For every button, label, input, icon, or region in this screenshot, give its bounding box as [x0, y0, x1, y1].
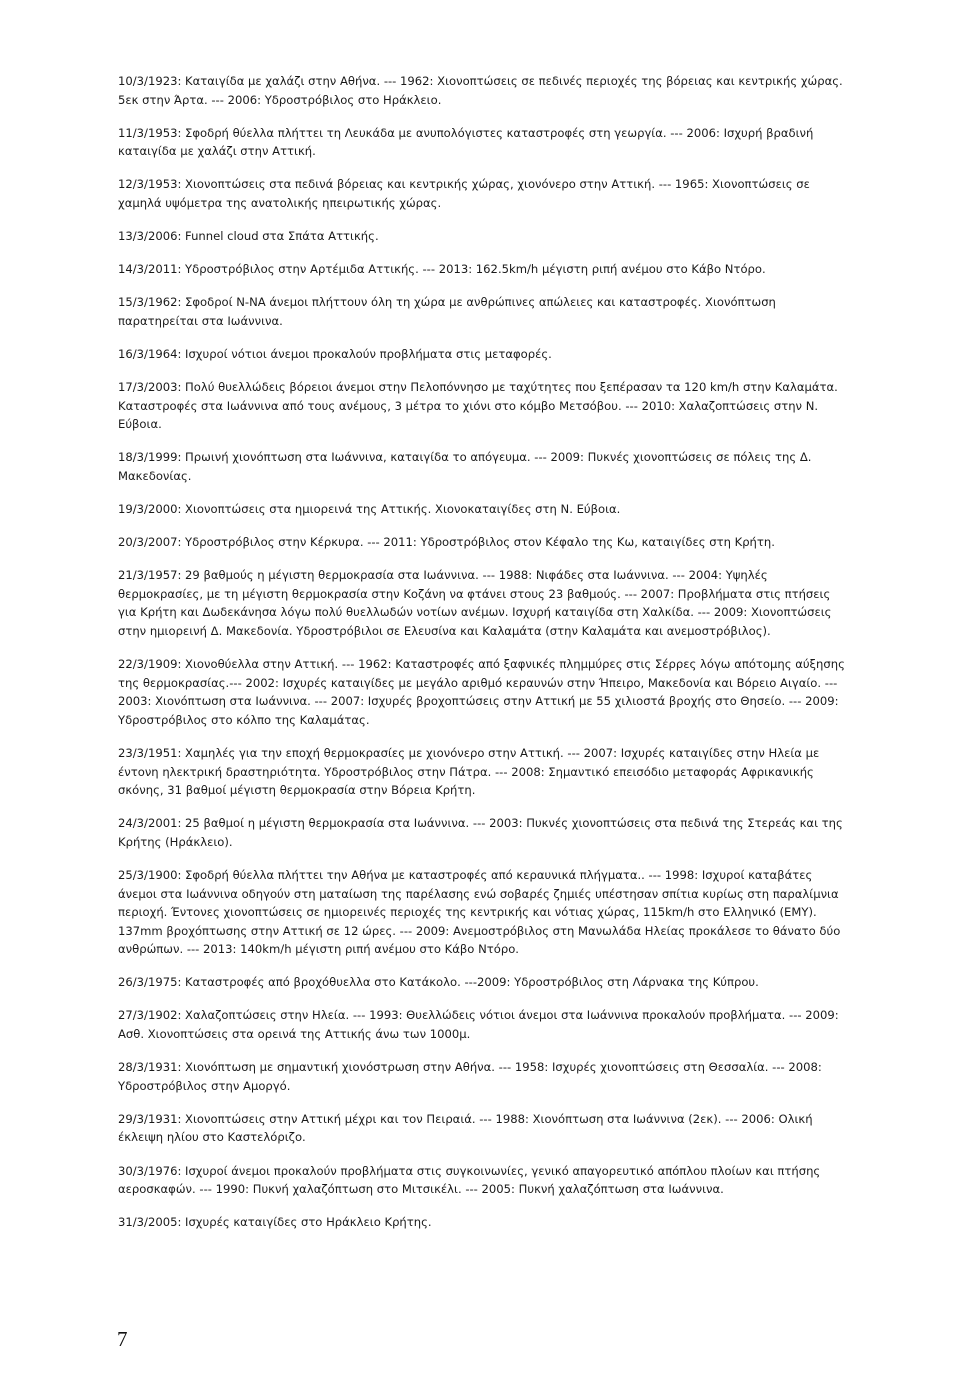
entry-11-march: 11/3/1953: Σφοδρή θύελλα πλήττει τη Λευκάδα με ανυπολόγιστες καταστροφές στη γεωργία. --- 2006: Ισχυρή βραδινή καταιγίδα με χαλάζι στην Αττική. — [118, 125, 814, 159]
entry-18-march: 18/3/1999: Πρωινή χιονόπτωση στα Ιωάννινα, καταιγίδα το απόγευμα. --- 2009: Πυκνές χιονοπτώσεις σε πόλεις της Δ. Μακεδονίας. — [118, 450, 812, 483]
entry-15-march: 15/3/1962: Σφοδροί Ν-ΝΑ άνεμοι πλήττουν όλη τη χώρα με ανθρώπινες απώλειες και καταστροφές. Χιονόπτωση παρατηρείται στα Ιωάννινα. — [118, 295, 776, 328]
entry-26-march: 26/3/1975: Καταστροφές από βροχόθυελλα στο Κατάκολο. ---2009: Υδροστρόβιλος στη Λάρνακα της Κύπρου. — [118, 975, 759, 990]
entry-19-march: 19/3/2000: Χιονοπτώσεις στα ημιορεινά της Αττικής. Χιονοκαταιγίδες στη Ν. Εύβοια. — [118, 502, 621, 516]
entry-28-march: 28/3/1931: Χιονόπτωση με σημαντική χιονόστρωση στην Αθήνα. --- 1958: Ισχυρές χιονοπτώσεις στη Θεσσαλία. --- 2008: Υδροστρόβιλος στην Αμοργό. — [118, 1060, 822, 1093]
entry-22-march: 22/3/1909: Χιονοθύελλα στην Αττική. --- 1962: Καταστροφές από ξαφνικές πλημμύρες στις Σέρρες λόγω απότομης αύξησης της θερμοκρασίας.--- 2002: Ισχυρές καταιγίδες με μεγάλο αριθμό κεραυνών στην Ήπειρο, Μακεδονία και Βόρειο Αιγαίο. --- 2003: Χιονόπτωση στα Ιωάννινα. --- 2007: Ισχυρές βροχοπτώσεις στην Αττική με 55 χιλιοστά βροχής στο Θησείο. --- 2009: Υδροστρόβιλος στο κόλπο της Καλαμάτας. — [118, 657, 845, 727]
page-number: 7 — [117, 1327, 128, 1351]
entry-25-march: 25/3/1900: Σφοδρή θύελλα πλήττει την Αθήνα με καταστροφές από κεραυνικά πλήγματα.. --- 1998: Ισχυροί καταβάτες άνεμοι στα Ιωάννινα οδηγούν στη ματαίωση της παρέλασης ενώ σοβαρές ζημιές υπέστησαν σπίτια κυρίως στη παραλίμνια περιοχή. Έντονες χιονοπτώσεις σε ημιορεινές περιοχές της κεντρικής και νότιας χώρας, 115km/h στο Ελληνικό (ΕΜΥ). 137mm βροχόπτωσης στην Αττική σε 12 ώρες. --- 2009: Ανεμοστρόβιλος στη Μανωλάδα Ηλείας προκάλεσε το θάνατο δύο ανθρώπων. --- 2013: 140km/h μέγιστη ριπή ανέμου στο Κάβο Ντόρο. — [118, 867, 841, 957]
entry-27-march: 27/3/1902: Χαλαζοπτώσεις στην Ηλεία. --- 1993: Θυελλώδεις νότιοι άνεμοι στα Ιωάννινα προκαλούν προβλήματα. --- 2009: Ασθ. Χιονοπτώσεις στα ορεινά της Αττικής άνω των 1000μ. — [118, 1008, 839, 1042]
entry-23-march: 23/3/1951: Χαμηλές για την εποχή θερμοκρασίες με χιονόνερο στην Αττική. --- 2007: Ισχυρές καταιγίδες στην Ηλεία με έντονη ηλεκτρική δραστηριότητα. Υδροστρόβιλος στην Πάτρα. --- 2008: Σημαντικό επεισόδιο μεταφοράς Αφρικανικής σκόνης, 31 βαθμοί μέγιστη θερμοκρασία στην Βόρεια Κρήτη. — [118, 745, 820, 798]
entry-13-march: 13/3/2006: Funnel cloud στα Σπάτα Αττικής. — [118, 229, 379, 244]
entries-list — [118, 72, 846, 1246]
entry-21-march: 21/3/1957: 29 βαθμούς η μέγιστη θερμοκρασία στα Ιωάννινα. --- 1988: Νιφάδες στα Ιωάννινα. --- 2004: Υψηλές θερμοκρασίες, με τη μέγιστη θερμοκρασία στην Κοζάνη να φτάνει στους 23 βαθμούς. --- 2007: Προβλήματα στις πτήσεις για Κρήτη και Δωδεκάνησα λόγω πολύ θυελλωδών νοτίων ανέμων. Ισχυρή καταιγίδα στη Χαλκίδα. --- 2009: Χιονοπτώσεις στην ημιορεινή Δ. Μακεδονία. Υδροστρόβιλοι σε Ελευσίνα και Καλαμάτα (στην Καλαμάτα και ανεμοστρόβιλος). — [118, 568, 832, 638]
entry-24-march: 24/3/2001: 25 βαθμοί η μέγιστη θερμοκρασία στα Ιωάννινα. --- 2003: Πυκνές χιονοπτώσεις στα πεδινά της Στερεάς και της Κρήτης (Ηράκλειο). — [118, 816, 843, 849]
entry-20-march: 20/3/2007: Υδροστρόβιλος στην Κέρκυρα. --- 2011: Υδροστρόβιλος στον Κέφαλο της Κω, καταιγίδες στη Κρήτη. — [118, 535, 775, 550]
entry-10-march: 10/3/1923: Καταιγίδα με χαλάζι στην Αθήνα. --- 1962: Χιονοπτώσεις σε πεδινές περιοχές της βόρειας και κεντρικής χώρας. 5εκ στην Άρτα. --- 2006: Υδροστρόβιλος στο Ηράκλειο. — [118, 74, 843, 107]
entry-31-march: 31/3/2005: Ισχυρές καταιγίδες στο Ηράκλειο Κρήτης. — [118, 1215, 432, 1230]
entry-14-march: 14/3/2011: Υδροστρόβιλος στην Αρτέμιδα Αττικής. --- 2013: 162.5km/h μέγιστη ριπή ανέμου στο Κάβο Ντόρο. — [118, 262, 766, 277]
entry-29-march: 29/3/1931: Χιονοπτώσεις στην Αττική μέχρι και τον Πειραιά. --- 1988: Χιονόπτωση στα Ιωάννινα (2εκ). --- 2006: Ολική έκλειψη ηλίου στο Καστελόριζο. — [118, 1111, 813, 1145]
entry-17-march: 17/3/2003: Πολύ θυελλώδεις βόρειοι άνεμοι στην Πελοπόννησο με ταχύτητες που ξεπέρασαν τα 120 km/h στην Καλαμάτα. Καταστροφές στα Ιωάννινα από τους ανέμους, 3 μέτρα το χιόνι στο κόμβο Μετσόβου. --- 2010: Χαλαζοπτώσεις στην Ν. Εύβοια. — [118, 380, 838, 432]
entry-30-march: 30/3/1976: Ισχυροί άνεμοι προκαλούν προβλήματα στις συγκοινωνίες, γενικό απαγορευτικό απόπλου πλοίων και πτήσης αεροσκαφών. --- 1990: Πυκνή χαλαζόπτωση στο Μιτσικέλι. --- 2005: Πυκνή χαλαζόπτωση στα Ιωάννινα. — [118, 1163, 821, 1197]
entry-12-march: 12/3/1953: Χιονοπτώσεις στα πεδινά βόρειας και κεντρικής χώρας, χιονόνερο στην Αττική. --- 1965: Χιονοπτώσεις σε χαμηλά υψόμετρα της ανατολικής ηπειρωτικής χώρας. — [118, 177, 810, 210]
entry-16-march: 16/3/1964: Ισχυροί νότιοι άνεμοι προκαλούν προβλήματα στις μεταφορές. — [118, 346, 552, 361]
